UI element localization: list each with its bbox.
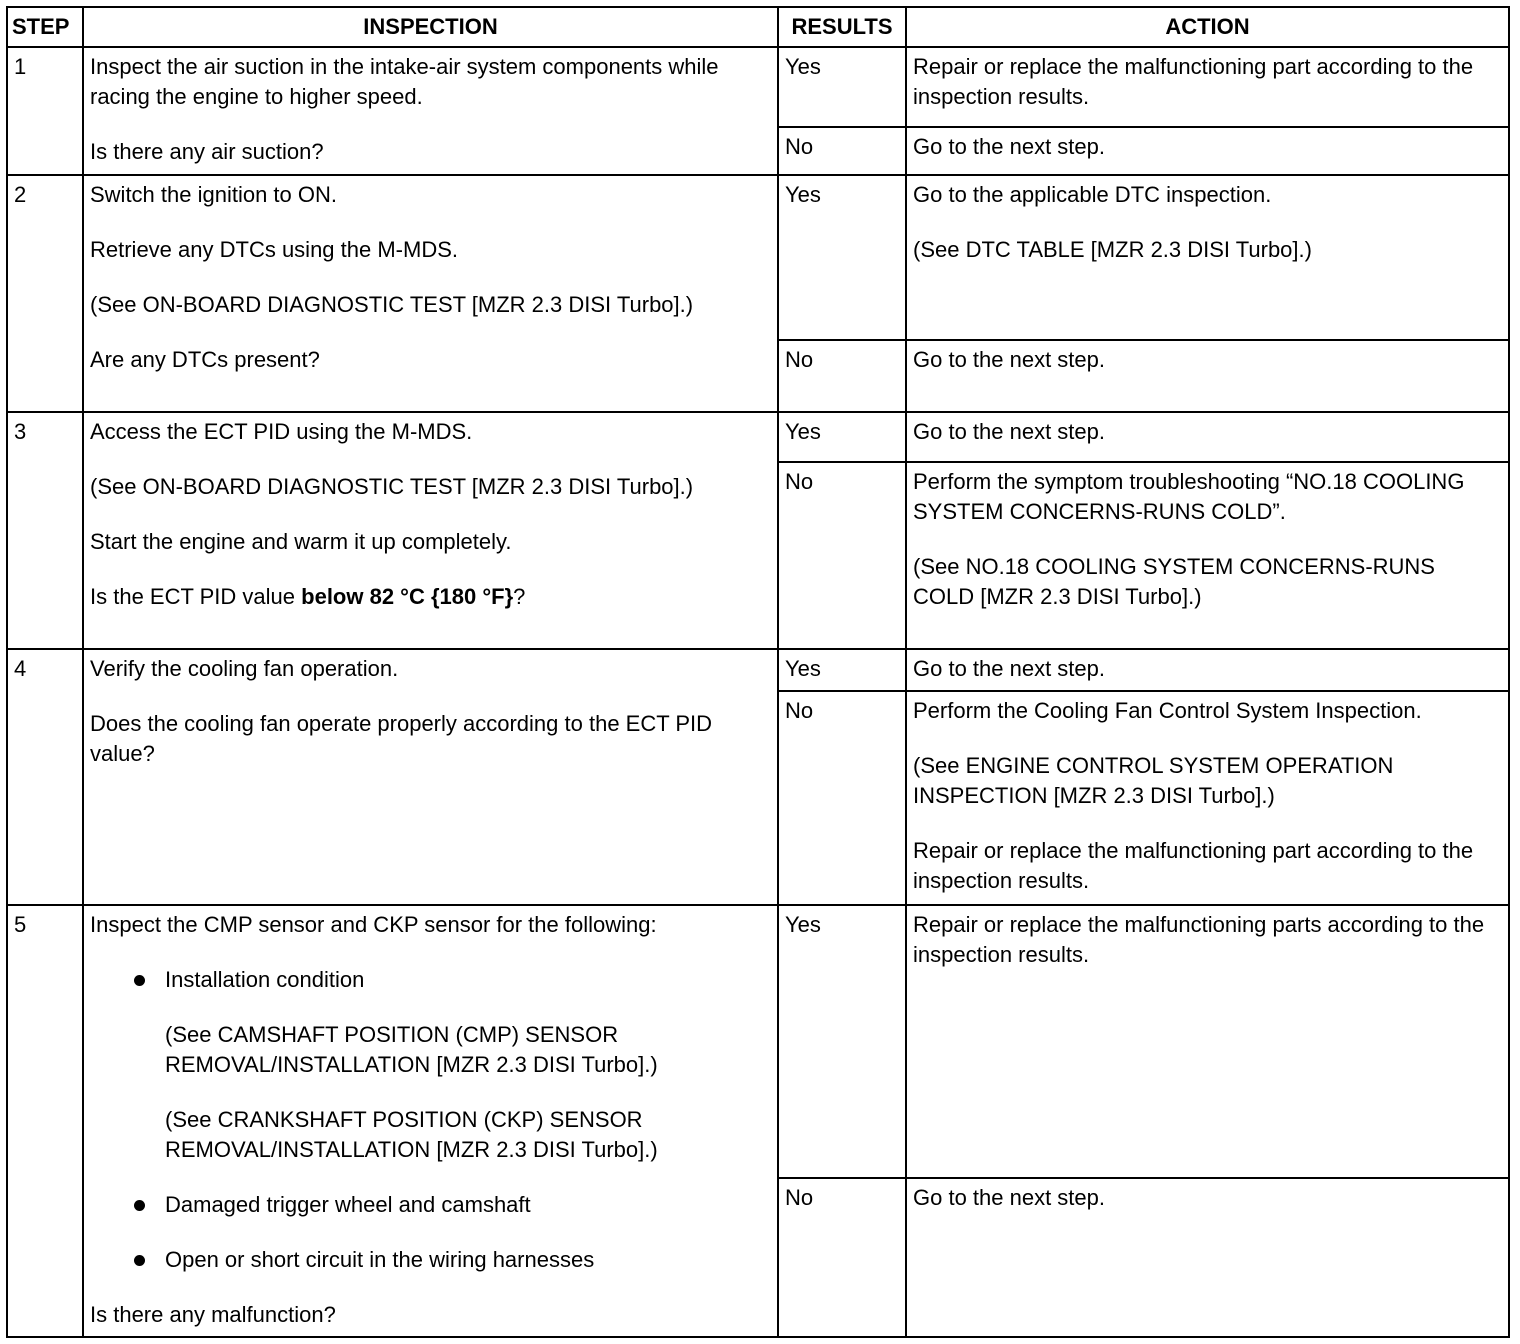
- step-number: 1: [7, 47, 83, 175]
- inspection-text: Switch the ignition to ON.: [90, 182, 338, 207]
- action-reference: (See NO.18 COOLING SYSTEM CONCERNS-RUNS COLD [MZR 2.3 DISI Turbo].): [913, 554, 1435, 609]
- action-text: Perform the symptom troubleshooting “NO.18 COOLING SYSTEM CONCERNS-RUNS COLD”.: [913, 469, 1465, 524]
- action-text: Repair or replace the malfunctioning part according to the inspection results.: [913, 838, 1474, 893]
- step-3-yes-row: [7, 412, 1509, 462]
- inspection-reference: (See ON-BOARD DIAGNOSTIC TEST [MZR 2.3 DISI Turbo].): [90, 474, 694, 499]
- action-cell: [906, 175, 1509, 340]
- action-cell: [906, 340, 1509, 412]
- step-number: 3: [7, 412, 83, 649]
- bullet-item: Open or short circuit in the wiring harnesses: [90, 1245, 771, 1275]
- result-yes: Yes: [778, 175, 906, 340]
- bullet-item: Installation condition: [90, 965, 771, 995]
- question-prefix: Is the ECT PID value: [90, 584, 302, 609]
- action-text: Go to the next step.: [913, 419, 1106, 444]
- inspection-text: Verify the cooling fan operation.: [90, 656, 399, 681]
- header-row: [7, 7, 1509, 47]
- step-5-yes-row: [7, 905, 1509, 1178]
- question-threshold: below 82 °C {180 °F}: [301, 584, 514, 609]
- step-4-yes-row: [7, 649, 1509, 691]
- action-cell: [906, 905, 1509, 1178]
- action-cell: [906, 462, 1509, 649]
- bullet-item: Damaged trigger wheel and camshaft: [90, 1190, 771, 1220]
- inspection-question: Does the cooling fan operate properly according to the ECT PID value?: [90, 711, 713, 766]
- step-1-yes-row: [7, 47, 1509, 127]
- action-cell: [906, 127, 1509, 175]
- inspection-question: Is there any malfunction?: [90, 1302, 336, 1327]
- result-no: No: [778, 462, 906, 649]
- header-step: STEP: [7, 7, 83, 47]
- inspection-cell: [83, 412, 778, 649]
- inspection-text: Retrieve any DTCs using the M-MDS.: [90, 237, 458, 262]
- inspection-question: Is there any air suction?: [90, 139, 324, 164]
- result-yes: Yes: [778, 47, 906, 127]
- header-inspection: INSPECTION: [83, 7, 778, 47]
- step-number: 2: [7, 175, 83, 412]
- action-cell: [906, 691, 1509, 905]
- inspection-text: Start the engine and warm it up completely.: [90, 529, 512, 554]
- action-text: Go to the next step.: [913, 1185, 1106, 1211]
- action-text: Perform the Cooling Fan Control System Inspection.: [913, 698, 1422, 723]
- inspection-reference: (See CAMSHAFT POSITION (CMP) SENSOR REMOVAL/INSTALLATION [MZR 2.3 DISI Turbo].): [165, 1022, 658, 1077]
- result-yes: Yes: [778, 649, 906, 691]
- result-no: No: [778, 691, 906, 905]
- inspection-question: [90, 582, 771, 612]
- inspection-cell: [83, 905, 778, 1337]
- action-text: Go to the next step.: [913, 656, 1106, 681]
- action-cell: [906, 649, 1509, 691]
- inspection-cell: [83, 649, 778, 905]
- action-reference: (See ENGINE CONTROL SYSTEM OPERATION INSPECTION [MZR 2.3 DISI Turbo].): [913, 753, 1394, 808]
- result-no: No: [778, 127, 906, 175]
- action-cell: [906, 412, 1509, 462]
- inspection-cell: [83, 175, 778, 412]
- inspection-text: Inspect the CMP sensor and CKP sensor for the following:: [90, 912, 657, 937]
- action-reference: (See DTC TABLE [MZR 2.3 DISI Turbo].): [913, 237, 1312, 262]
- inspection-question: Are any DTCs present?: [90, 347, 320, 372]
- action-text: Go to the next step.: [913, 347, 1106, 372]
- action-text: Repair or replace the malfunctioning parts according to the inspection results.: [913, 912, 1485, 967]
- inspection-cell: [83, 47, 778, 175]
- result-no: No: [778, 1178, 906, 1337]
- step-number: 4: [7, 649, 83, 905]
- action-cell: [906, 1178, 1509, 1337]
- action-cell: [906, 47, 1509, 127]
- action-text: Repair or replace the malfunctioning part according to the inspection results.: [913, 54, 1474, 109]
- action-text: Go to the next step.: [913, 134, 1106, 159]
- inspection-reference: (See ON-BOARD DIAGNOSTIC TEST [MZR 2.3 DISI Turbo].): [90, 292, 694, 317]
- result-yes: Yes: [778, 412, 906, 462]
- header-action: ACTION: [906, 7, 1509, 47]
- inspection-text: Access the ECT PID using the M-MDS.: [90, 419, 473, 444]
- result-no: No: [778, 340, 906, 412]
- question-suffix: ?: [513, 584, 526, 609]
- step-2-yes-row: [7, 175, 1509, 340]
- result-yes: Yes: [778, 905, 906, 1178]
- inspection-text: Inspect the air suction in the intake-air system components while racing the engine to higher speed.: [90, 54, 719, 109]
- troubleshooting-table: [6, 6, 1510, 1338]
- step-number: 5: [7, 905, 83, 1337]
- header-results: RESULTS: [778, 7, 906, 47]
- inspection-reference: (See CRANKSHAFT POSITION (CKP) SENSOR REMOVAL/INSTALLATION [MZR 2.3 DISI Turbo].): [165, 1107, 658, 1162]
- action-text: Go to the applicable DTC inspection.: [913, 182, 1272, 207]
